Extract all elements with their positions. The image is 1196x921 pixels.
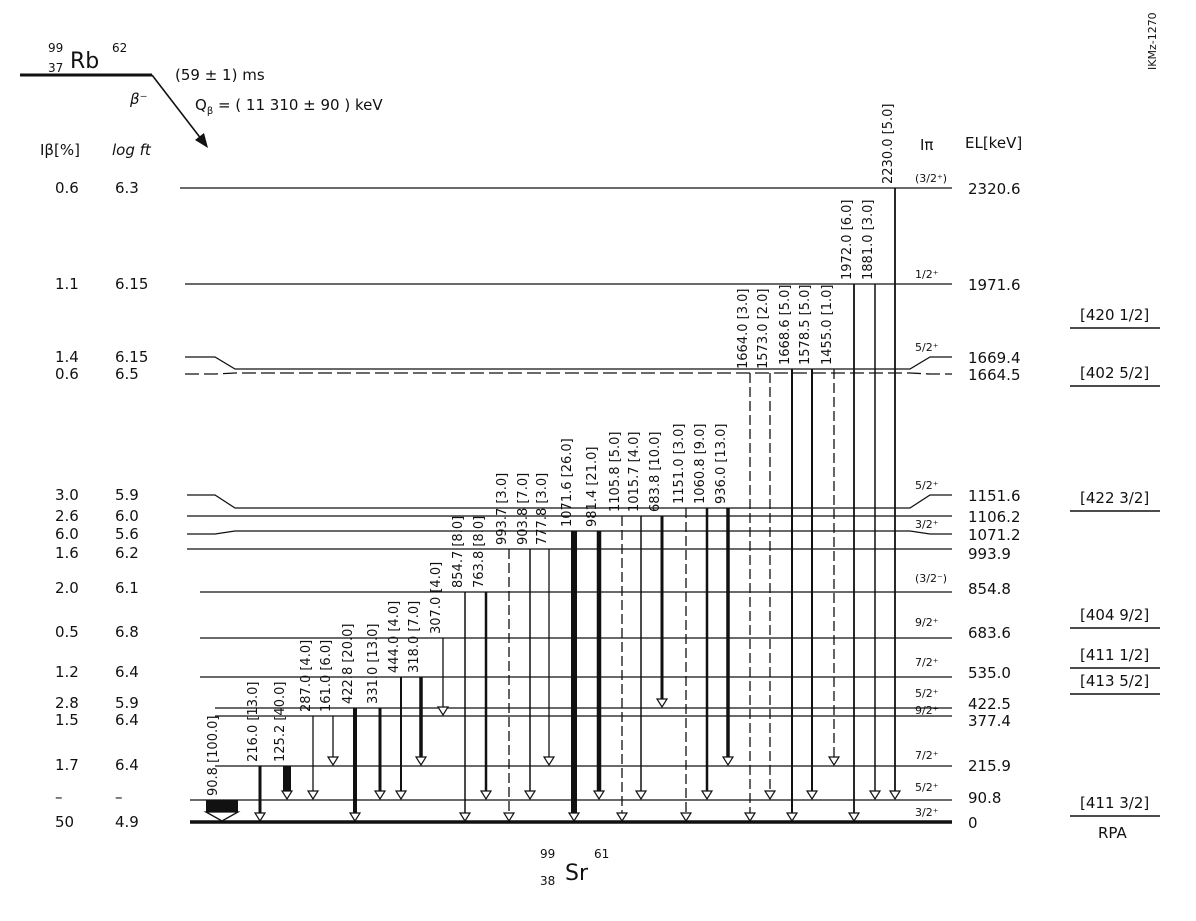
- nilsson-label: [1070, 794, 1160, 816]
- level-logft: 6.1: [115, 579, 139, 597]
- gamma-arrowhead: [328, 757, 338, 765]
- level-energy: 1669.4: [968, 349, 1021, 367]
- level-ib: 1.2: [55, 663, 79, 681]
- nilsson-text: [420 1/2]: [1080, 306, 1150, 324]
- level-spin: (3/2⁻): [915, 572, 948, 585]
- level-ib: 2.8: [55, 694, 79, 712]
- gamma-arrowhead: [849, 813, 859, 821]
- gamma-transition: [341, 624, 360, 821]
- gamma-arrowhead: [569, 813, 579, 821]
- gamma-label: 903.8 [7.0]: [516, 472, 531, 545]
- gamma-label: 763.8 [8.0]: [472, 515, 487, 588]
- gamma-transition: [206, 716, 238, 821]
- gamma-arrowhead: [282, 791, 292, 799]
- daughter-symbol: Sr: [565, 861, 589, 886]
- nilsson-layer: [1070, 306, 1160, 816]
- level-spin: 5/2⁺: [915, 781, 939, 794]
- level-logft: 5.9: [115, 694, 139, 712]
- q-value: $Q_\beta$ = ( 11 310 ± 90 ) keV: [195, 96, 383, 117]
- gamma-label: 1573.0 [2.0]: [756, 288, 771, 369]
- gamma-arrowhead: [481, 791, 491, 799]
- gamma-label: 981.4 [21.0]: [585, 446, 600, 527]
- level-logft: 6.15: [115, 275, 149, 293]
- level-ib: 1.6: [55, 544, 79, 562]
- level-683.6: [55, 616, 1011, 642]
- gamma-transition: [627, 432, 646, 799]
- nilsson-label: [1070, 306, 1160, 328]
- gamma-label: 1972.0 [6.0]: [840, 199, 855, 280]
- nilsson-text: [422 3/2]: [1080, 489, 1150, 507]
- nilsson-text: [411 1/2]: [1080, 646, 1150, 664]
- gamma-arrowhead: [657, 699, 667, 707]
- gamma-arrowhead: [350, 813, 360, 821]
- gamma-transition: [861, 200, 880, 799]
- gamma-transition: [585, 447, 604, 799]
- nilsson-text: [404 9/2]: [1080, 606, 1150, 624]
- daughter-mass: 99: [540, 847, 556, 861]
- nilsson-label: [1070, 364, 1160, 386]
- gamma-arrowhead: [745, 813, 755, 821]
- gamma-label: 777.8 [3.0]: [535, 472, 550, 545]
- level-ib: 1.4: [55, 348, 79, 366]
- level-logft: –: [115, 788, 123, 806]
- gamma-arrowhead: [504, 813, 514, 821]
- gamma-transition: [672, 424, 691, 821]
- level-0: [55, 806, 978, 832]
- level-logft: 6.4: [115, 756, 139, 774]
- level-spin: (3/2⁺): [915, 172, 948, 185]
- gamma-transition: [756, 289, 775, 799]
- gamma-arrowhead: [206, 812, 238, 821]
- gamma-arrowhead: [787, 813, 797, 821]
- gamma-label: 1105.8 [5.0]: [608, 431, 623, 512]
- nilsson-label: [1070, 646, 1160, 668]
- level-energy: 993.9: [968, 545, 1011, 563]
- level-energy: 854.8: [968, 580, 1011, 598]
- gamma-label: 422.8 [20.0]: [341, 623, 356, 704]
- level-logft: 6.15: [115, 348, 149, 366]
- parent-z: 37: [48, 61, 64, 75]
- gamma-arrowhead: [765, 791, 775, 799]
- gamma-transition: [560, 438, 579, 821]
- gamma-transition: [693, 424, 712, 799]
- level-energy: 2320.6: [968, 180, 1021, 198]
- gamma-arrowhead: [890, 791, 900, 799]
- nilsson-text: [402 5/2]: [1080, 364, 1150, 382]
- level-ib: –: [55, 788, 63, 806]
- gamma-transition: [535, 473, 554, 765]
- gamma-transition: [516, 473, 535, 799]
- level-ib: 1.5: [55, 711, 79, 729]
- level-ib: 1.1: [55, 275, 79, 293]
- level-logft: 6.4: [115, 663, 139, 681]
- gamma-label: 125.2 [40.0]: [273, 681, 288, 762]
- level-energy: 1071.2: [968, 526, 1021, 544]
- level-215.9: [55, 749, 1011, 775]
- gamma-arrowhead: [525, 791, 535, 799]
- gamma-label: 854.7 [8.0]: [451, 515, 466, 588]
- gamma-arrowhead: [438, 707, 448, 715]
- parent-symbol: Rb: [70, 49, 100, 74]
- energy-header: EL[keV]: [965, 134, 1023, 152]
- gamma-transition: [778, 285, 797, 821]
- gamma-transition: [881, 104, 900, 799]
- level-logft: 6.4: [115, 711, 139, 729]
- nilsson-text: [413 5/2]: [1080, 672, 1150, 690]
- parent-n: 62: [112, 41, 128, 55]
- gamma-label: 444.0 [4.0]: [387, 600, 402, 673]
- gamma-arrowhead: [681, 813, 691, 821]
- level-energy: 1971.6: [968, 276, 1021, 294]
- gamma-label: 1071.6 [26.0]: [560, 438, 575, 527]
- nilsson-label: [1070, 672, 1160, 694]
- gamma-label: 90.8 [100.0]: [206, 715, 221, 796]
- level-spin: 7/2⁺: [915, 749, 939, 762]
- level-energy: 215.9: [968, 757, 1011, 775]
- level-ib: 2.6: [55, 507, 79, 525]
- gamma-label: 1881.0 [3.0]: [861, 199, 876, 280]
- gamma-label: 993.7 [3.0]: [495, 472, 510, 545]
- gamma-label: 307.0 [4.0]: [429, 561, 444, 634]
- gamma-arrowhead: [460, 813, 470, 821]
- gamma-transition: [407, 601, 426, 765]
- daughter-n: 61: [594, 847, 610, 861]
- level-535.0: [55, 656, 1011, 682]
- level-energy: 422.5: [968, 695, 1011, 713]
- nilsson-text: [411 3/2]: [1080, 794, 1150, 812]
- level-spin: 5/2⁺: [915, 341, 939, 354]
- gamma-arrowhead: [544, 757, 554, 765]
- gamma-transition: [472, 516, 491, 799]
- level-993.9: [55, 544, 1011, 563]
- level-ib: 3.0: [55, 486, 79, 504]
- gamma-arrowhead: [617, 813, 627, 821]
- level-spin: 3/2⁺: [915, 518, 939, 531]
- parent-nucleus-label: [48, 41, 127, 75]
- gamma-arrowhead: [636, 791, 646, 799]
- level-ib: 6.0: [55, 525, 79, 543]
- half-life: (59 ± 1) ms: [175, 66, 265, 84]
- level-spin: 5/2⁺: [915, 687, 939, 700]
- gamma-transition: [366, 624, 385, 799]
- beta-arrow-head: [195, 133, 208, 148]
- gamma-label: 1015.7 [4.0]: [627, 431, 642, 512]
- figure-code: IKMz-1270: [1146, 12, 1159, 70]
- gamma-transition: [798, 285, 817, 799]
- level-ib: 0.5: [55, 623, 79, 641]
- level-energy: 0: [968, 814, 978, 832]
- spin-header: Iπ: [920, 136, 934, 154]
- level-line: [185, 373, 952, 374]
- daughter-z: 38: [540, 874, 556, 888]
- level-spin: 7/2⁺: [915, 656, 939, 669]
- gamma-label: 683.8 [10.0]: [648, 431, 663, 512]
- gamma-label: 1060.8 [9.0]: [693, 423, 708, 504]
- gamma-label: 331.0 [13.0]: [366, 623, 381, 704]
- level-logft: 6.0: [115, 507, 139, 525]
- level-spin: 5/2⁺: [915, 479, 939, 492]
- gamma-arrowhead: [396, 791, 406, 799]
- gamma-arrowhead: [702, 791, 712, 799]
- gamma-label: 1578.5 [5.0]: [798, 284, 813, 365]
- gamma-line: [206, 800, 238, 812]
- level-ib: 0.6: [55, 365, 79, 383]
- level-854.8: [55, 572, 1011, 598]
- parent-mass: 99: [48, 41, 64, 55]
- level-ib: 50: [55, 813, 75, 831]
- level-422.5: [55, 687, 1011, 713]
- gamma-transition: [273, 682, 292, 799]
- gamma-arrowhead: [375, 791, 385, 799]
- gamma-arrowhead: [594, 791, 604, 799]
- level-energy: 90.8: [968, 789, 1002, 807]
- gamma-arrowhead: [308, 791, 318, 799]
- level-ib: 2.0: [55, 579, 79, 597]
- gamma-arrowhead: [807, 791, 817, 799]
- level-line: [185, 357, 952, 369]
- transitions-layer: [206, 104, 900, 821]
- level-spin: 9/2⁺: [915, 704, 939, 717]
- level-energy: 1664.5: [968, 366, 1021, 384]
- level-2320.6: [55, 172, 1021, 198]
- gamma-arrowhead: [416, 757, 426, 765]
- level-spin: 3/2⁺: [915, 806, 939, 819]
- nilsson-label: [1070, 606, 1160, 628]
- level-logft: 4.9: [115, 813, 139, 831]
- gamma-label: 161.0 [6.0]: [319, 639, 334, 712]
- gamma-transition: [451, 516, 470, 821]
- gamma-arrowhead: [829, 757, 839, 765]
- gamma-label: 1455.0 [1.0]: [820, 284, 835, 365]
- gamma-arrowhead: [723, 757, 733, 765]
- rpa-label: RPA: [1098, 824, 1127, 842]
- gamma-transition: [608, 432, 627, 821]
- gamma-arrowhead: [255, 813, 265, 821]
- level-energy: 377.4: [968, 712, 1011, 730]
- gamma-transition: [820, 285, 839, 765]
- gamma-transition: [387, 601, 406, 799]
- gamma-transition: [319, 640, 338, 765]
- decay-mode: β⁻: [130, 90, 148, 108]
- gamma-label: 1151.0 [3.0]: [672, 423, 687, 504]
- gamma-transition: [648, 432, 667, 707]
- level-logft: 6.5: [115, 365, 139, 383]
- gamma-transition: [840, 200, 859, 821]
- level-logft: 6.2: [115, 544, 139, 562]
- level-line: [187, 531, 952, 534]
- gamma-label: 936.0 [13.0]: [714, 423, 729, 504]
- level-spin: 9/2⁺: [915, 616, 939, 629]
- gamma-label: 287.0 [4.0]: [299, 639, 314, 712]
- gamma-label: 1664.0 [3.0]: [736, 288, 751, 369]
- level-logft: 5.6: [115, 525, 139, 543]
- level-logft: 5.9: [115, 486, 139, 504]
- level-logft: 6.3: [115, 179, 139, 197]
- level-spin: 1/2⁺: [915, 268, 939, 281]
- level-energy: 535.0: [968, 664, 1011, 682]
- gamma-label: 2230.0 [5.0]: [881, 103, 896, 184]
- gamma-transition: [299, 640, 318, 799]
- gamma-label: 1668.6 [5.0]: [778, 284, 793, 365]
- gamma-transition: [714, 424, 733, 765]
- level-energy: 683.6: [968, 624, 1011, 642]
- logft-header: log ft: [112, 141, 151, 159]
- level-ib: 1.7: [55, 756, 79, 774]
- level-energy: 1151.6: [968, 487, 1021, 505]
- nilsson-label: [1070, 489, 1160, 511]
- level-ib: 0.6: [55, 179, 79, 197]
- daughter-nucleus-label: [540, 847, 609, 888]
- level-logft: 6.8: [115, 623, 139, 641]
- gamma-transition: [495, 473, 514, 821]
- ib-header: Iβ[%]: [40, 141, 80, 159]
- gamma-label: 318.0 [7.0]: [407, 600, 422, 673]
- gamma-label: 216.0 [13.0]: [246, 681, 261, 762]
- level-energy: 1106.2: [968, 508, 1021, 526]
- gamma-arrowhead: [870, 791, 880, 799]
